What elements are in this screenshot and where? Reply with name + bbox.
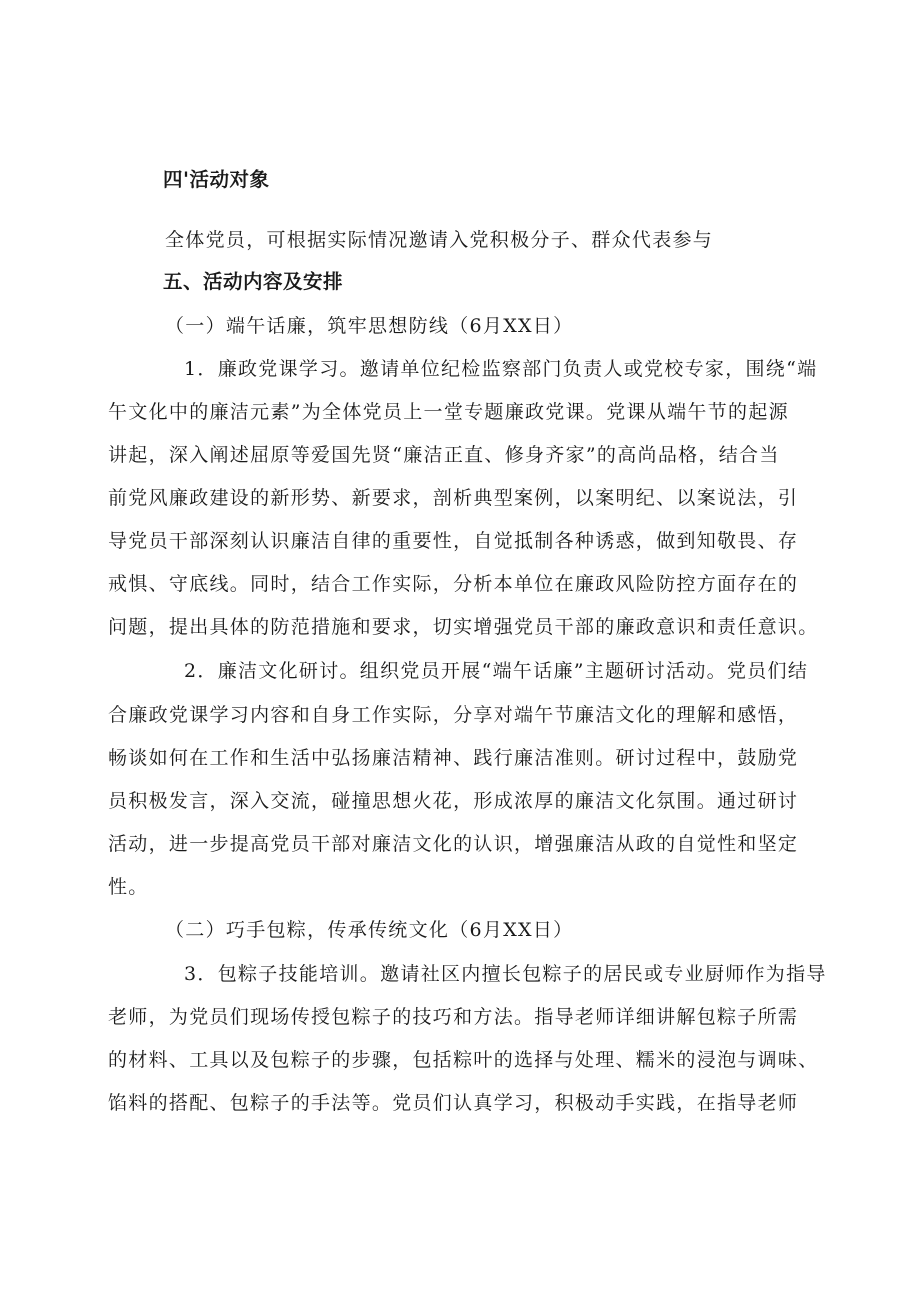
item-1-line: 讲起，深入阐述屈原等爱国先贤“廉洁正直、修身齐家”的高尚品格，结合当	[108, 444, 780, 466]
item-2-line: 活动，进一步提高党员干部对廉洁文化的认识，增强廉洁从政的自觉性和坚定	[108, 833, 799, 855]
item-1-line: 午文化中的廉洁元素”为全体党员上一堂专题廉政党课。党课从端午节的起源	[108, 401, 789, 423]
section-4-body: 全体党员，可根据实际情况邀请入党积极分子、群众代表参与	[165, 229, 714, 251]
item-1-line: 问题，提出具体的防范措施和要求，切实增强党员干部的廉政意识和责任意识。	[108, 616, 819, 638]
item-2-line: 性。	[108, 876, 149, 898]
part-1-title: （一）端午话廉，筑牢思想防线（6月XX日）	[165, 315, 574, 337]
part-2-title: （二）巧手包粽，传承传统文化（6月XX日）	[165, 919, 574, 941]
item-3-line: 3．包粽子技能培训。邀请社区内擅长包粽子的居民或专业厨师作为指导	[184, 963, 827, 985]
item-2-line: 合廉政党课学习内容和自身工作实际，分享对端午节廉洁文化的理解和感悟，	[108, 704, 799, 726]
item-2-line: 2．廉洁文化研讨。组织党员开展“端午话廉”主题研讨活动。党员们结	[184, 660, 809, 682]
item-3-line: 老师，为党员们现场传授包粽子的技巧和方法。指导老师详细讲解包粽子所需	[108, 1006, 799, 1028]
item-3-line: 的材料、工具以及包粽子的步骤，包括粽叶的选择与处理、糯米的浸泡与调味、	[108, 1049, 819, 1071]
item-3-line: 馅料的搭配、包粽子的手法等。党员们认真学习，积极动手实践，在指导老师	[108, 1092, 799, 1114]
item-1-line: 戒惧、守底线。同时，结合工作实际，分析本单位在廉政风险防控方面存在的	[108, 573, 799, 595]
section-4-heading: 四'活动对象	[163, 168, 270, 191]
section-5-heading: 五、活动内容及安排	[163, 270, 344, 293]
item-1-line: 导党员干部深刻认识廉洁自律的重要性，自觉抵制各种诱惑，做到知敬畏、存	[108, 530, 799, 552]
item-1-line: 前党风廉政建设的新形势、新要求，剖析典型案例，以案明纪、以案说法，引	[108, 487, 799, 509]
item-1-line: 1．廉政党课学习。邀请单位纪检监察部门负责人或党校专家，围绕“端	[184, 358, 818, 380]
item-2-line: 员积极发言，深入交流，碰撞思想火花，形成浓厚的廉洁文化氛围。通过研讨	[108, 790, 799, 812]
item-2-line: 畅谈如何在工作和生活中弘扬廉洁精神、践行廉洁准则。研讨过程中，鼓励党	[108, 747, 799, 769]
